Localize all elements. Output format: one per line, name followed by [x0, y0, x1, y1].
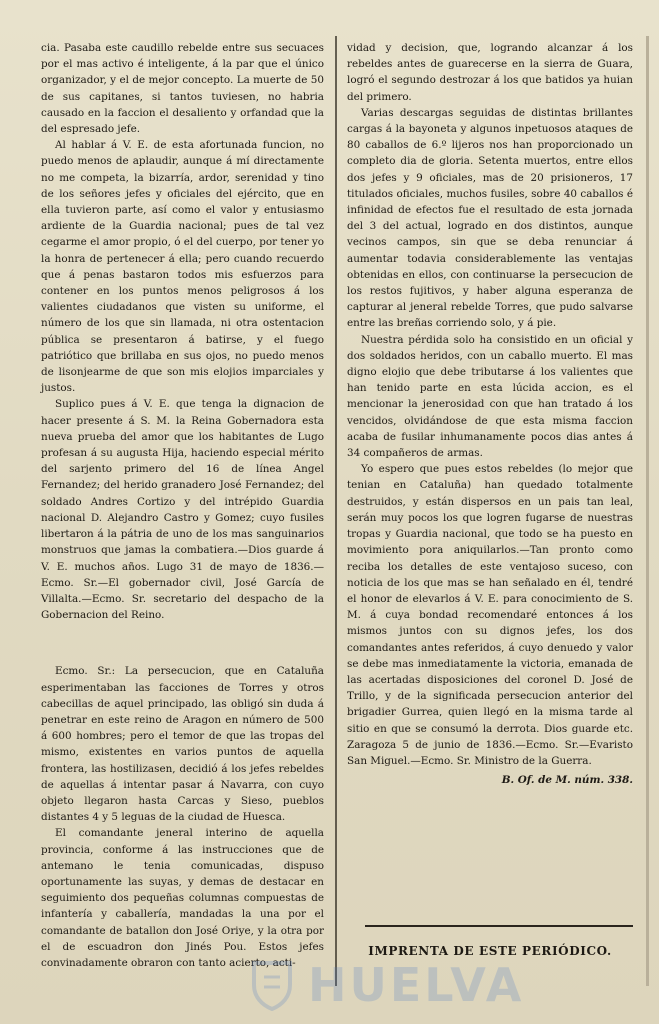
paragraph: vidad y decision, que, logrando alcanzar á los rebeldes antes de guarecerse en la sierra de Guara, logró el segundo destrozar á los que batidos ya huian del primero. [347, 42, 633, 103]
paragraph: cia. Pasaba este caudillo rebelde entre sus secuaces por el mas activo é inteligente, á la par que el único organizador, y el de mejor concepto. La muerte de 50 de sus capitanes, si tantos tuviesen, no habria causado en la faccion el desaliento y orfandad que la del espresado jefe. [41, 42, 324, 136]
watermark-text: HUELVA [308, 958, 525, 1012]
column-divider [335, 36, 337, 986]
imprint-line: IMPRENTA DE ESTE PERIÓDICO. [368, 944, 612, 958]
watermark-shield-icon [250, 959, 294, 1011]
page-edge-mark [646, 36, 649, 986]
paragraph: Nuestra pérdida solo ha consistido en un oficial y dos soldados heridos, con un caballo muerto. El mas digno elojio que debe tributarse á los valientes que han tenido parte en esta lúcida accion, es el mencionar la jenerosidad con que han tratado á los vencidos, olvidándose de que esta misma faccion acaba de fusilar inhumanamente pocos dias antes á 34 compañeros de armas. [347, 333, 633, 460]
official-bulletin-signature: B. Of. de M. núm. 338. [501, 774, 633, 787]
library-watermark [250, 955, 590, 1015]
paragraph: Varias descargas seguidas de distintas brillantes cargas á la bayoneta y algunos inpetuosos ataques de 80 caballos de 6.º lijeros nos han proporcionado un completo dia de gloria. Setenta muertos, entre ellos dos jefes y 9 oficiales, mas de 20 prisioneros, 17 titulados oficiales, muchos fusiles, sobre 40 caballos é infinidad de efectos fue el resultado de esta jornada del 3 del actual, logrado en dos distintos, aunque vecinos campos, sin que se deba renunciar á aumentar todavia considerablemente las ventajas obtenidas en ellos, con continuarse la persecucion de los restos fujitivos, y haber alguna esperanza de capturar al jeneral rebelde Torres, que pudo salvarse entre las breñas corriendo solo, y á pie. [347, 106, 633, 330]
imprint-rule [365, 925, 633, 927]
paragraph: Al hablar á V. E. de esta afortunada funcion, no puedo menos de aplaudir, aunque á mí directamente no me competa, la bizarría, ardor, serenidad y tino de los señores jefes y oficiales del ejército, que en ella tuvieron parte, así como el valor y entusiasmo ardiente de la Guardia nacional; pues de tal vez cegarme el amor propio, ó el del cuerpo, por tener yo la honra de pertenecer á ella; pero cuando recuerdo que á penas bastaron todos mis esfuerzos para contener en los puntos menos peligrosos á los valientes ciudadanos que visten su uniforme, el número de los que sin llamada, ni otra ostentacion pública se presentaron á batirse, y el fuego patriótico que brillaba en sus ojos, no puedo menos de lisonjearme de que son mis elojios imparciales y justos. [41, 139, 324, 395]
left-column [41, 40, 324, 971]
paragraph: Yo espero que pues estos rebeldes (lo mejor que tenian en Cataluña) han quedado totalmente destruidos, y están dispersos en un pais tan leal, serán muy pocos los que logren fugarse de nuestras tropas y Guardia nacional, que todo se ha puesto en movimiento pora aniquilarlos.—Tan pronto como reciba los detalles de este ventajoso suceso, con noticia de los que mas se han señalado en él, tendré el honor de elevarlos á V. E. para conocimiento de S. M. á cuya bondad recomendaré entonces á los mismos juntos con su dignos jefes, los dos comandantes antes referidos, á cuyo denuedo y valor se debe mas inmediatamente la victoria, emanada de las acertadas disposiciones del coronel D. José de Trillo, y de la significada persecucion anterior del brigadier Gurrea, quien llegó en la misma tarde al sitio en que se consumó la derrota. Dios guarde etc. Zaragoza 5 de junio de 1836.—Ecmo. Sr.—Evaristo San Miguel.—Ecmo. Sr. Ministro de la Guerra. [347, 463, 633, 767]
paragraph: El comandante jeneral interino de aquella provincia, conforme á las instrucciones que de antemano le tenia comunicadas, dispuso oportunamente las suyas, y demas de destacar en seguimiento dos pequeñas columnas compuestas de infantería y caballería, mandadas la una por el comandante de batallon don José Oriye, y la otra por el de escuadron don Jinés Pou. Estos jefes convinadamente obraron con tanto acierto, acti- [41, 827, 324, 969]
bleed-through-gap [41, 623, 324, 663]
paragraph: Ecmo. Sr.: La persecucion, que en Cataluña esperimentaban las facciones de Torres y otros cabecillas de aquel principado, las obligó sin duda á penetrar en este reino de Aragon en número de 500 á 600 hombres; pero el temor de que las tropas del mismo, existentes en varios puntos de aquella frontera, las hostilizasen, decidió á los jefes rebeldes de aquellas á intentar pasar á Navarra, con cuyo objeto llegaron hasta Carcas y Sieso, pueblos distantes 4 y 5 leguas de la ciudad de Huesca. [41, 665, 324, 824]
right-column [347, 40, 633, 788]
paragraph: Suplico pues á V. E. que tenga la dignacion de hacer presente á S. M. la Reina Gobernadora esta nueva prueba del amor que los habitantes de Lugo profesan á su augusta Hija, haciendo especial mérito del sarjento primero del 16 de línea Angel Fernandez; del herido granadero José Fernandez; del soldado Andres Cortizo y del intrépido Guardia nacional D. Alejandro Castro y Gomez; cuyo fusiles libertaron á la pátria de uno de los mas sanguinarios monstruos que jamas la combatiera.—Dios guarde á V. E. muchos años. Lugo 31 de mayo de 1836.—Ecmo. Sr.—El gobernador civil, José García de Villalta.—Ecmo. Sr. secretario del despacho de la Gobernacion del Reino. [41, 398, 324, 622]
